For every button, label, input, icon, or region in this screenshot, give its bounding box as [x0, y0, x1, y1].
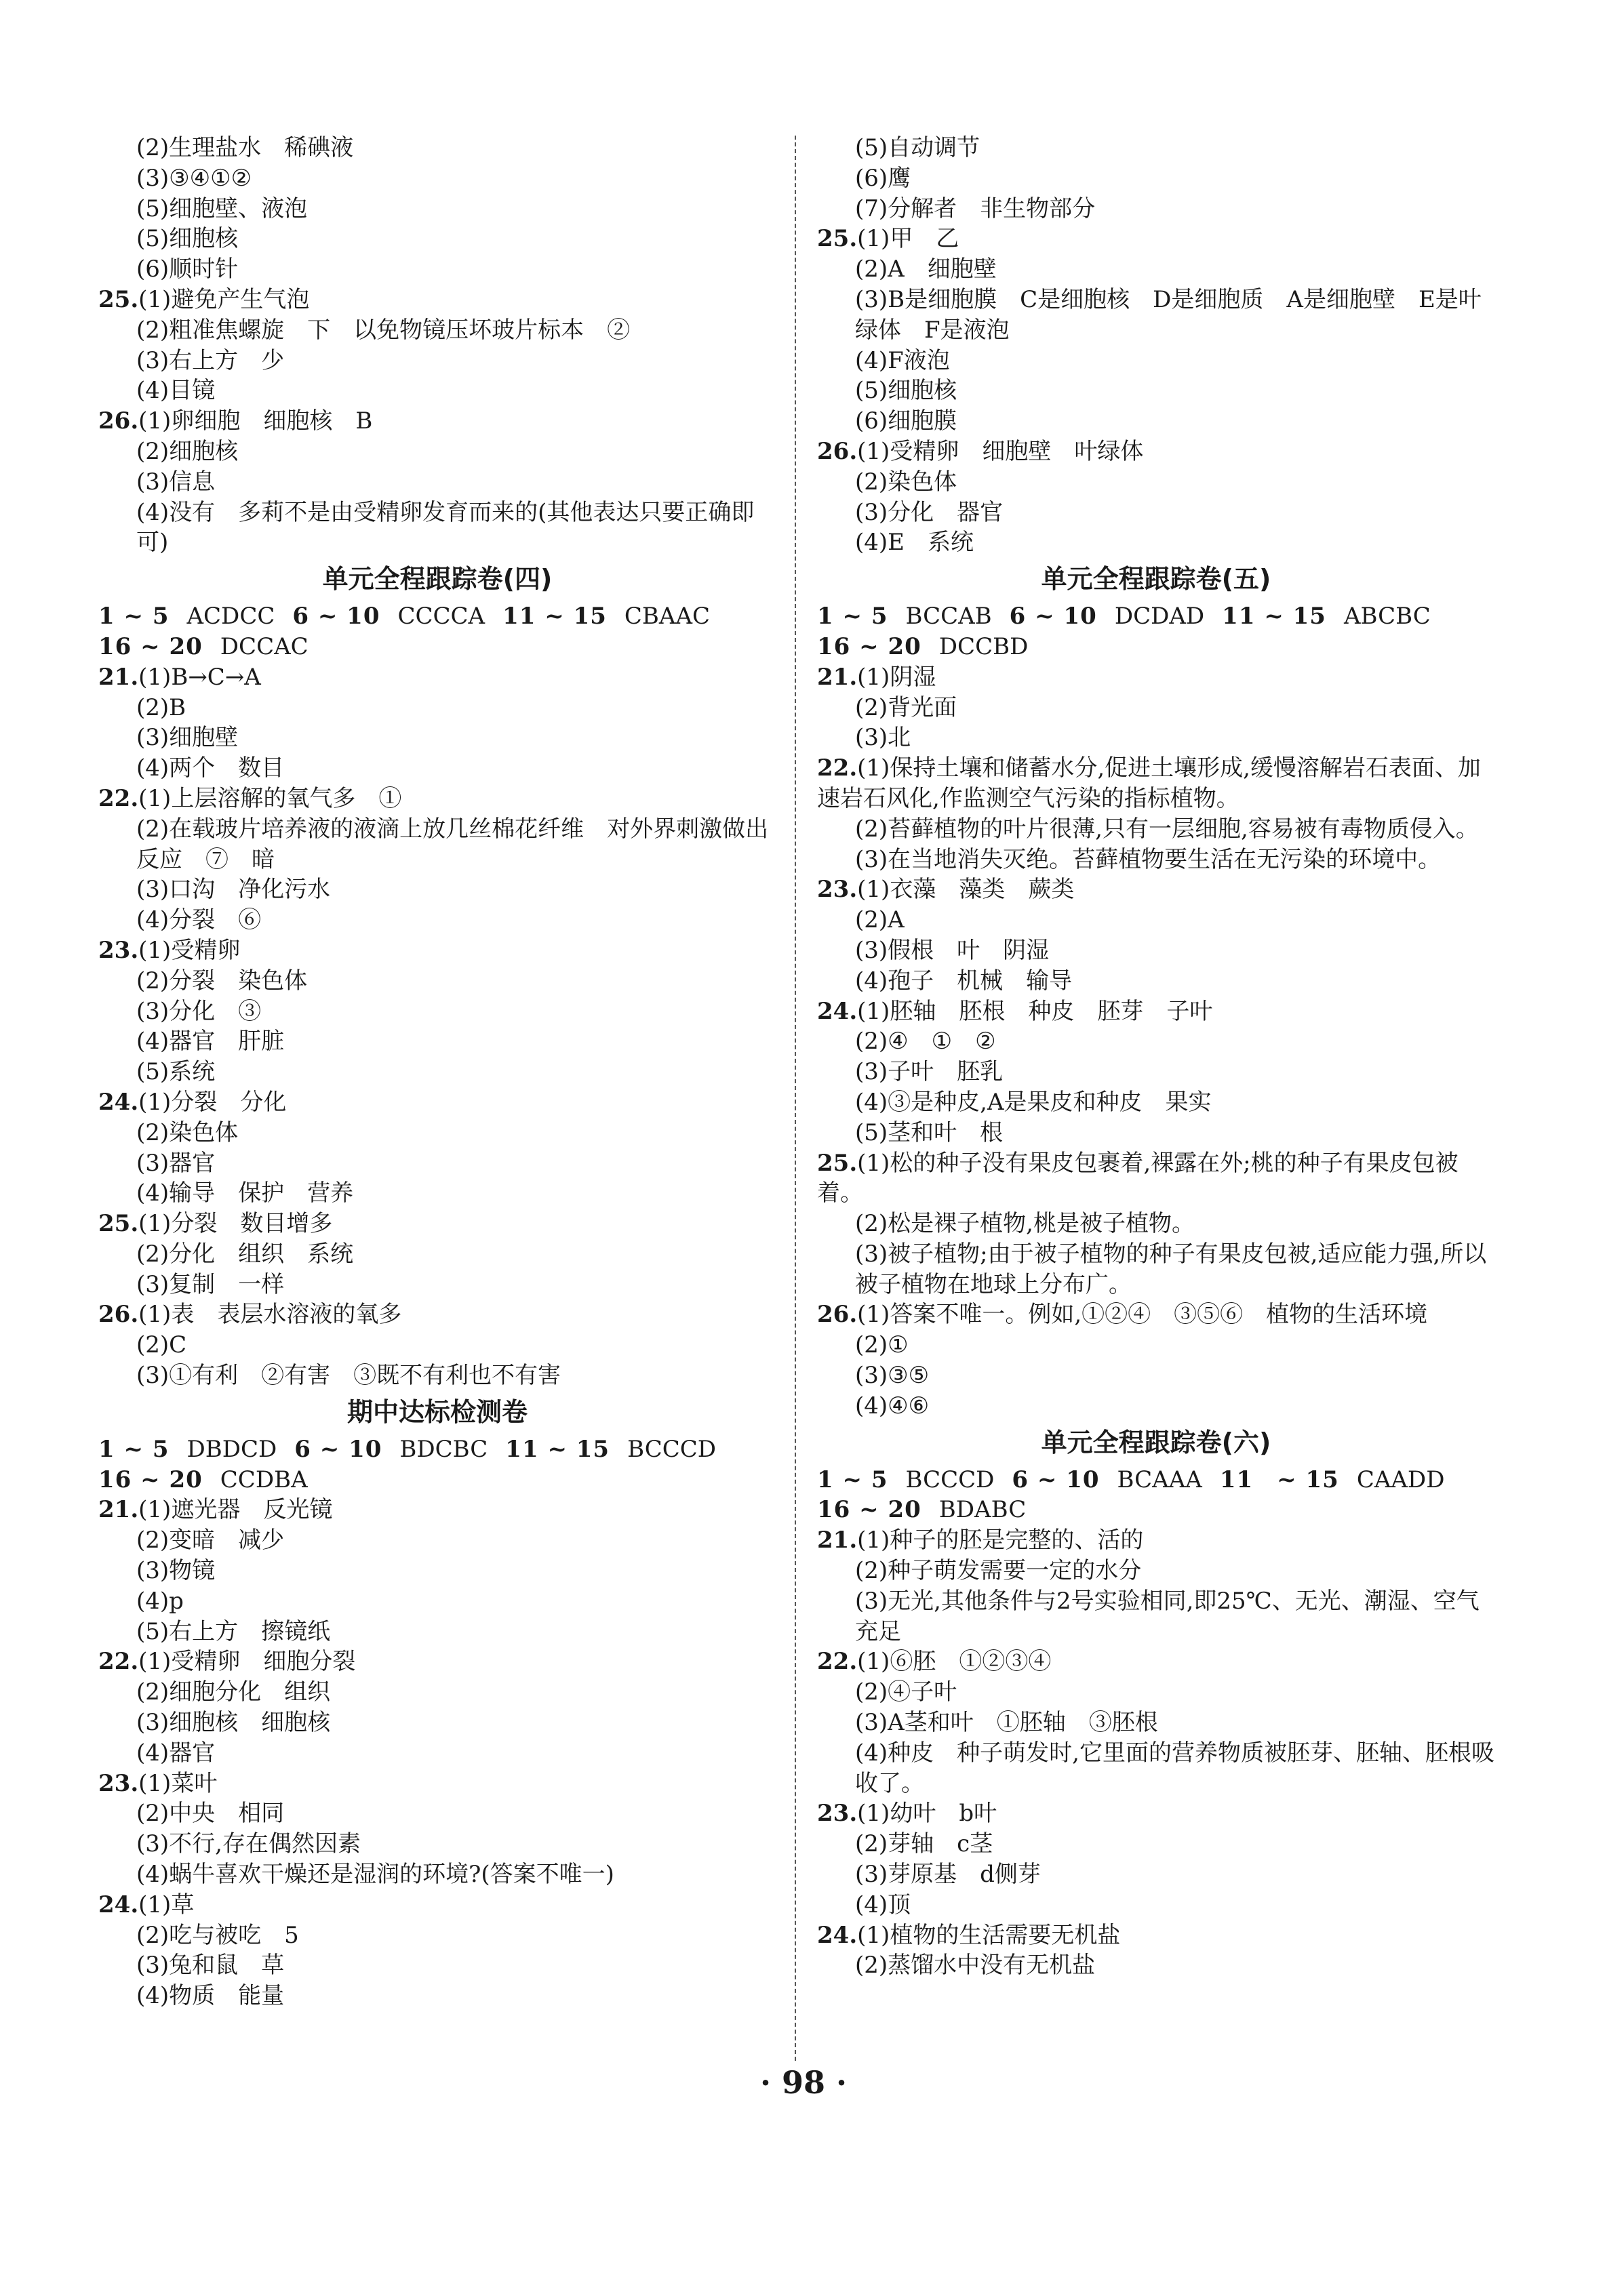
answer-line: (4)输导 保护 营养 [136, 1180, 354, 1207]
question-number: 24. [98, 1891, 139, 1918]
answer-text: (1)受精卵 细胞壁 叶绿体 [857, 437, 1144, 465]
answer-text: (1)阴湿 [857, 663, 936, 691]
question-number: 23. [817, 1800, 858, 1828]
answer-line: (4)p [136, 1587, 184, 1615]
section-title: 单元全程跟踪卷(五) [1041, 564, 1271, 595]
question-range: 16 ~ 20 [98, 632, 203, 660]
left-column [98, 133, 776, 2011]
answer-line: (2)中央 相同 [136, 1800, 285, 1828]
answer-line: (2)种子萌发需要一定的水分 [855, 1557, 1142, 1585]
question-line [817, 1525, 1495, 1556]
question-range: 16 ~ 20 [817, 1496, 921, 1524]
question-range: 11 ~ 15 [1222, 603, 1326, 630]
answer-letters: CCDBA [220, 1466, 308, 1493]
answer-text: (1)分裂 分化 [138, 1088, 287, 1116]
answer-line: (2)背光面 [855, 693, 957, 721]
answer-text: (1)答案不唯一。例如,①②④ ③⑤⑥ 植物的生活环境 [857, 1301, 1428, 1329]
answer-text: (1)植物的生活需要无机盐 [857, 1921, 1121, 1949]
answer-line: (2)A 细胞壁 [855, 256, 997, 283]
answer-line: (6)细胞膜 [855, 407, 957, 435]
question-line [817, 1148, 1495, 1209]
question-line [817, 662, 1495, 693]
answer-letters: CAADD [1356, 1466, 1445, 1493]
section-title: 单元全程跟踪卷(六) [1041, 1427, 1271, 1457]
answer-text: (1)遮光器 反光镜 [138, 1496, 333, 1524]
section-title: 期中达标检测卷 [346, 1396, 528, 1427]
question-range: 6 ~ 10 [294, 1435, 382, 1463]
answer-line: (3)①有利 ②有害 ③既不有利也不有害 [136, 1362, 561, 1390]
answer-line: (3)子叶 胚乳 [855, 1058, 1004, 1086]
answer-letters: BDABC [938, 1496, 1027, 1524]
question-number: 23. [98, 936, 139, 964]
mc-answer-line [817, 601, 1495, 632]
answer-line: (3)③④①② [136, 164, 252, 192]
answer-line: (6)顺时针 [136, 256, 239, 283]
answer-line: (5)细胞核 [855, 377, 957, 405]
question-number: 25. [817, 225, 858, 253]
question-line [817, 437, 1495, 467]
answer-line: (3)无光,其他条件与2号实验相同,即25℃、无光、潮湿、空气充足 [855, 1587, 1480, 1645]
answer-line: (3)分化 ③ [136, 997, 262, 1025]
question-number: 25. [817, 1149, 858, 1177]
answer-text: (1)松的种子没有果皮包裹着,裸露在外;桃的种子有果皮包被着。 [817, 1149, 1459, 1207]
answer-line: (2)吃与被吃 5 [136, 1921, 299, 1949]
question-line [98, 935, 776, 966]
answer-letters: CBAAC [624, 603, 711, 630]
answer-letters: DCDAD [1114, 603, 1205, 630]
answer-line: (3)分化 器官 [855, 498, 1004, 526]
answer-line: (2)细胞分化 组织 [136, 1678, 331, 1706]
answer-line: (5)系统 [136, 1058, 216, 1086]
column-divider [795, 136, 796, 2061]
answer-line: (2)细胞核 [136, 437, 239, 465]
answer-line: (4)E 系统 [855, 529, 974, 557]
answer-line: (4)没有 多莉不是由受精卵发育而来的(其他表达只要正确即可) [136, 498, 755, 557]
question-range: 6 ~ 10 [292, 603, 380, 630]
answer-line: (3)被子植物;由于被子植物的种子有果皮包被,适应能力强,所以被子植物在地球上分布广。 [855, 1240, 1487, 1298]
question-range: 11 ~ 15 [502, 603, 607, 630]
question-number: 21. [817, 663, 858, 691]
question-line [98, 1495, 776, 1525]
answer-line: (3)器官 [136, 1149, 216, 1177]
answer-letters: BCCAB [905, 603, 992, 630]
answer-text: (1)菜叶 [138, 1769, 218, 1797]
answer-line: (5)细胞壁、液泡 [136, 195, 308, 222]
answer-line: (5)自动调节 [855, 134, 980, 161]
answer-text: (1)甲 乙 [857, 225, 959, 253]
question-range: 1 ~ 5 [817, 603, 888, 630]
question-line [98, 1890, 776, 1920]
question-line [817, 1798, 1495, 1829]
question-line [98, 406, 776, 437]
answer-line: (3)细胞核 细胞核 [136, 1709, 331, 1737]
mc-answer-line [98, 601, 776, 632]
answer-text: (1)幼叶 b叶 [857, 1800, 997, 1828]
question-range: 1 ~ 5 [98, 1435, 170, 1463]
answer-line: (4)③是种皮,A是果皮和种皮 果实 [855, 1088, 1212, 1116]
page-number: · 98 · [759, 2064, 848, 2101]
answer-text: (1)上层溶解的氧气多 ① [138, 784, 402, 812]
answer-line: (4)目镜 [136, 377, 216, 405]
answer-text: (1)衣藻 藻类 蕨类 [857, 876, 1075, 904]
question-number: 26. [817, 437, 858, 465]
answer-line: (3)芽原基 d侧芽 [855, 1861, 1041, 1889]
answer-text: (1)保持土壤和储蓄水分,促进土壤形成,缓慢溶解岩石表面、加速岩石风化,作监测空气污染的指标植物。 [817, 754, 1481, 812]
question-number: 22. [817, 754, 858, 782]
answer-line: (6)鹰 [855, 164, 911, 192]
answer-line: (2)染色体 [855, 468, 957, 496]
answer-letters: BCCCD [627, 1435, 717, 1463]
question-range: 16 ~ 20 [817, 632, 921, 660]
answer-line: (2)在载玻片培养液的液滴上放几丝棉花纤维 对外界刺激做出反应 ⑦ 暗 [136, 815, 769, 873]
question-line [98, 662, 776, 693]
answer-line: (2)④子叶 [855, 1678, 957, 1706]
answer-line: (2)蒸馏水中没有无机盐 [855, 1952, 1096, 1979]
answer-line: (2)粗准焦螺旋 下 以免物镜压坏玻片标本 ② [136, 316, 631, 344]
answer-text: (1)卵细胞 细胞核 B [138, 407, 373, 435]
answer-line: (4)④⑥ [855, 1392, 930, 1419]
answer-line: (3)不行,存在偶然因素 [136, 1830, 361, 1858]
answer-line: (3)口沟 净化污水 [136, 876, 331, 904]
answer-line: (5)细胞核 [136, 225, 239, 253]
question-number: 21. [98, 663, 139, 691]
answer-text: (1)表 表层水溶液的氧多 [138, 1301, 402, 1329]
answer-line: (3)③⑤ [855, 1362, 930, 1390]
question-line [98, 1647, 776, 1677]
answer-line: (3)复制 一样 [136, 1270, 285, 1298]
answer-line: (4)顶 [855, 1891, 911, 1918]
answer-line: (2)芽轴 c茎 [855, 1830, 993, 1858]
answer-letters: CCCCA [397, 603, 485, 630]
answer-line: (3)假根 叶 阴湿 [855, 936, 1050, 964]
answer-text: (1)受精卵 细胞分裂 [138, 1648, 356, 1676]
answer-letters: ACDCC [186, 603, 275, 630]
question-line [98, 285, 776, 315]
answer-line: (4)两个 数目 [136, 754, 285, 782]
answer-line: (2)C [136, 1331, 187, 1359]
answer-text: (1)种子的胚是完整的、活的 [857, 1527, 1144, 1554]
question-line [98, 1209, 776, 1239]
answer-line: (4)F液泡 [855, 346, 950, 374]
answer-line: (2)苔藓植物的叶片很薄,只有一层细胞,容易被有毒物质侵入。 [855, 815, 1479, 843]
answer-line: (2)B [136, 693, 186, 721]
question-line [98, 1769, 776, 1799]
answer-text: (1)避免产生气泡 [138, 285, 310, 313]
question-line [98, 1300, 776, 1330]
answer-line: (3)信息 [136, 468, 216, 496]
answer-line: (2)A [855, 906, 905, 934]
answer-letters: DBDCD [186, 1435, 277, 1463]
question-range: 11 ~ 15 [1219, 1466, 1339, 1493]
section-title: 单元全程跟踪卷(四) [322, 564, 553, 595]
answer-line: (3)细胞壁 [136, 724, 239, 752]
question-number: 23. [817, 876, 858, 904]
question-range: 1 ~ 5 [817, 1466, 888, 1493]
answer-line: (5)茎和叶 根 [855, 1119, 1004, 1146]
mc-answer-line [817, 1465, 1495, 1495]
question-line [817, 874, 1495, 905]
question-number: 24. [817, 1921, 858, 1949]
question-range: 6 ~ 10 [1009, 603, 1097, 630]
question-number: 26. [98, 407, 139, 435]
answer-line: (4)蜗牛喜欢干燥还是湿润的环境?(答案不唯一) [136, 1861, 614, 1889]
answer-text: (1)胚轴 胚根 种皮 胚芽 子叶 [857, 997, 1213, 1025]
question-range: 16 ~ 20 [98, 1466, 203, 1493]
answer-line: (5)右上方 擦镜纸 [136, 1617, 331, 1645]
answer-line: (2)④ ① ② [855, 1028, 996, 1055]
question-line [98, 784, 776, 814]
answer-line: (4)器官 肝脏 [136, 1028, 285, 1055]
question-number: 26. [98, 1301, 139, 1329]
answer-line: (2)分化 组织 系统 [136, 1240, 354, 1268]
question-line [817, 996, 1495, 1027]
question-range: 1 ~ 5 [98, 603, 170, 630]
answer-line: (4)孢子 机械 输导 [855, 967, 1073, 994]
answer-text: (1)受精卵 [138, 936, 241, 964]
question-range: 11 ~ 15 [505, 1435, 610, 1463]
question-number: 25. [98, 1210, 139, 1238]
question-number: 21. [817, 1527, 858, 1554]
answer-line: (3)A茎和叶 ①胚轴 ③胚根 [855, 1709, 1158, 1737]
answer-line: (7)分解者 非生物部分 [855, 195, 1096, 222]
question-line [98, 1087, 776, 1118]
right-column [817, 133, 1495, 1981]
question-number: 22. [98, 784, 139, 812]
question-line [817, 1920, 1495, 1951]
question-number: 23. [98, 1769, 139, 1797]
question-line [817, 224, 1495, 254]
mc-answer-line [98, 1434, 776, 1465]
answer-line: (2)松是裸子植物,桃是被子植物。 [855, 1210, 1195, 1238]
question-number: 24. [817, 997, 858, 1025]
question-number: 24. [98, 1088, 139, 1116]
answer-line: (3)物镜 [136, 1557, 216, 1585]
answer-line: (3)兔和鼠 草 [136, 1952, 285, 1979]
answer-letters: BCCCD [905, 1466, 995, 1493]
answer-line: (3)北 [855, 724, 911, 752]
answer-line: (2)① [855, 1331, 909, 1359]
answer-line: (2)生理盐水 稀碘液 [136, 134, 354, 161]
question-number: 25. [98, 285, 139, 313]
mc-answer-line [817, 632, 1495, 662]
answer-line: (2)变暗 减少 [136, 1527, 285, 1554]
answer-letters: BCAAA [1117, 1466, 1202, 1493]
answer-line: (3)B是细胞膜 C是细胞核 D是细胞质 A是细胞壁 E是叶绿体 F是液泡 [855, 285, 1482, 344]
question-range: 6 ~ 10 [1012, 1466, 1100, 1493]
question-line [817, 1300, 1495, 1330]
answer-letters: ABCBC [1343, 603, 1431, 630]
answer-line: (4)物质 能量 [136, 1982, 285, 2010]
answer-text: (1)B→C→A [138, 663, 261, 691]
answer-line: (2)分裂 染色体 [136, 967, 308, 994]
mc-answer-line [98, 632, 776, 662]
question-line [817, 1647, 1495, 1677]
mc-answer-line [98, 1465, 776, 1495]
answer-line: (4)分裂 ⑥ [136, 906, 262, 934]
question-number: 22. [817, 1648, 858, 1676]
answer-text: (1)分裂 数目增多 [138, 1210, 333, 1238]
answer-line: (3)在当地消失灭绝。苔藓植物要生活在无污染的环境中。 [855, 845, 1442, 873]
answer-letters: DCCBD [938, 632, 1029, 660]
answer-line: (4)种皮 种子萌发时,它里面的营养物质被胚芽、胚轴、胚根吸收了。 [855, 1739, 1494, 1797]
answer-text: (1)⑥胚 ①②③④ [857, 1648, 1052, 1676]
mc-answer-line [817, 1495, 1495, 1525]
answer-letters: BDCBC [399, 1435, 488, 1463]
question-number: 22. [98, 1648, 139, 1676]
question-line [817, 753, 1495, 814]
answer-line: (4)器官 [136, 1739, 216, 1767]
question-number: 21. [98, 1496, 139, 1524]
question-number: 26. [817, 1301, 858, 1329]
answer-line: (3)右上方 少 [136, 346, 285, 374]
answer-line: (2)染色体 [136, 1119, 239, 1146]
answer-letters: DCCAC [220, 632, 309, 660]
answer-text: (1)草 [138, 1891, 195, 1918]
